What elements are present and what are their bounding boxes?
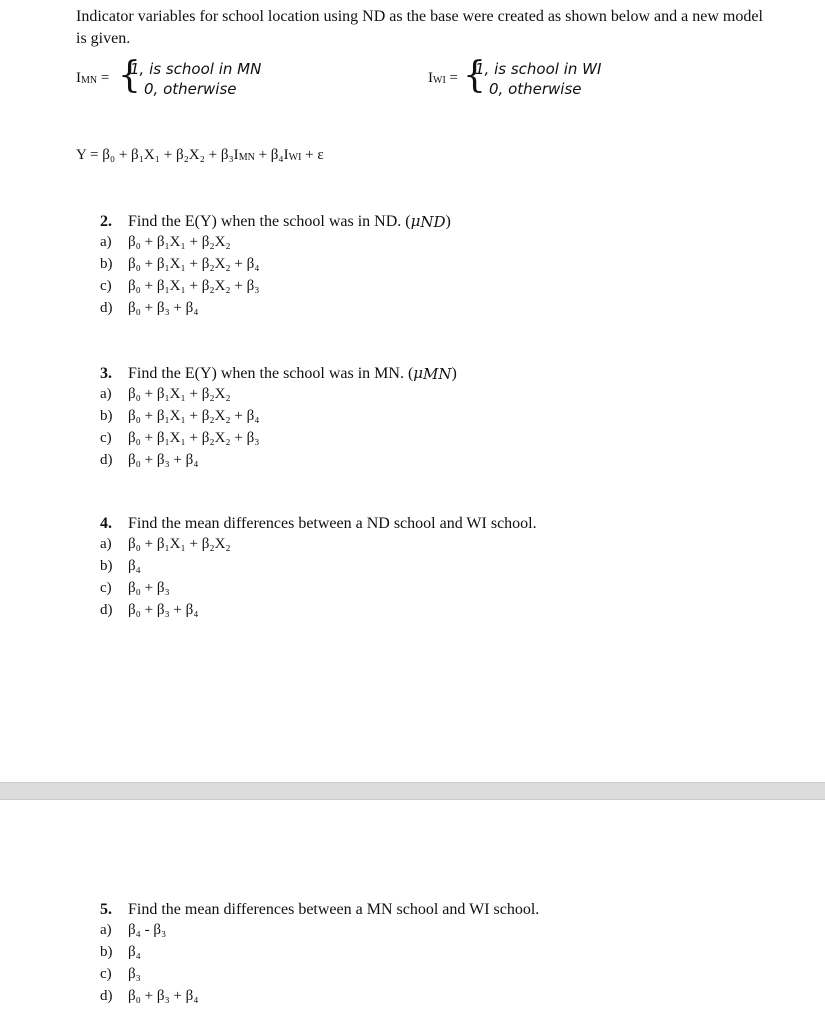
option-c[interactable]: c) β₃ (100, 966, 141, 982)
definition-i-mn (76, 55, 336, 104)
option-b[interactable]: b) β₀ + β₁X₁ + β₂X₂ + β₄ (100, 408, 260, 424)
definition-case-2: 0, otherwise (144, 80, 237, 98)
option-a[interactable]: a) β₀ + β₁X₁ + β₂X₂ (100, 536, 231, 552)
option-d[interactable]: d) β₀ + β₃ + β₄ (100, 300, 199, 316)
answer-options (100, 533, 537, 621)
option-a[interactable]: a) β₀ + β₁X₁ + β₂X₂ (100, 234, 231, 250)
answer-options (100, 919, 539, 1007)
definition-i-wi (428, 55, 688, 104)
option-d[interactable]: d) β₀ + β₃ + β₄ (100, 988, 199, 1004)
intro-paragraph: Indicator variables for school location using ND as the base were created as shown below and a new model is given. (76, 8, 763, 47)
option-b[interactable]: b) β₀ + β₁X₁ + β₂X₂ + β₄ (100, 256, 260, 272)
definition-case-2: 0, otherwise (489, 80, 582, 98)
option-a[interactable]: a) β₀ + β₁X₁ + β₂X₂ (100, 386, 231, 402)
answer-options (100, 383, 457, 471)
option-c[interactable]: c) β₀ + β₁X₁ + β₂X₂ + β₃ (100, 430, 260, 446)
brace-symbol: { (118, 55, 141, 96)
brace-symbol: { (463, 55, 486, 96)
option-d[interactable]: d) β₀ + β₃ + β₄ (100, 452, 199, 468)
option-c[interactable]: c) β₀ + β₁X₁ + β₂X₂ + β₃ (100, 278, 260, 294)
model-equation: Y = β₀ + β₁X₁ + β₂X₂ + β₃IMN + β₄IWI + ε (76, 147, 324, 163)
question-4 (100, 515, 537, 621)
answer-options (100, 231, 451, 319)
question-stem: 4. Find the mean differences between a ND school and WI school. (100, 515, 537, 532)
option-a[interactable]: a) β₄ - β₃ (100, 922, 167, 938)
question-3 (100, 364, 457, 471)
definition-case-1: 1, is school in MN (130, 60, 262, 78)
page-divider (0, 782, 825, 800)
definition-lhs: IWI = (428, 70, 458, 86)
option-b[interactable]: b) β₄ (100, 944, 141, 960)
option-d[interactable]: d) β₀ + β₃ + β₄ (100, 602, 199, 618)
question-2 (100, 212, 451, 319)
definition-lhs: IMN = (76, 70, 110, 86)
question-5 (100, 901, 539, 1007)
question-stem: 2. Find the E(Y) when the school was in ND. (μND) (100, 212, 451, 231)
definition-case-1: 1, is school in WI (475, 60, 602, 78)
question-stem: 3. Find the E(Y) when the school was in MN. (μMN) (100, 364, 457, 383)
option-c[interactable]: c) β₀ + β₃ (100, 580, 170, 596)
question-stem: 5. Find the mean differences between a MN school and WI school. (100, 901, 540, 918)
option-b[interactable]: b) β₄ (100, 558, 141, 574)
